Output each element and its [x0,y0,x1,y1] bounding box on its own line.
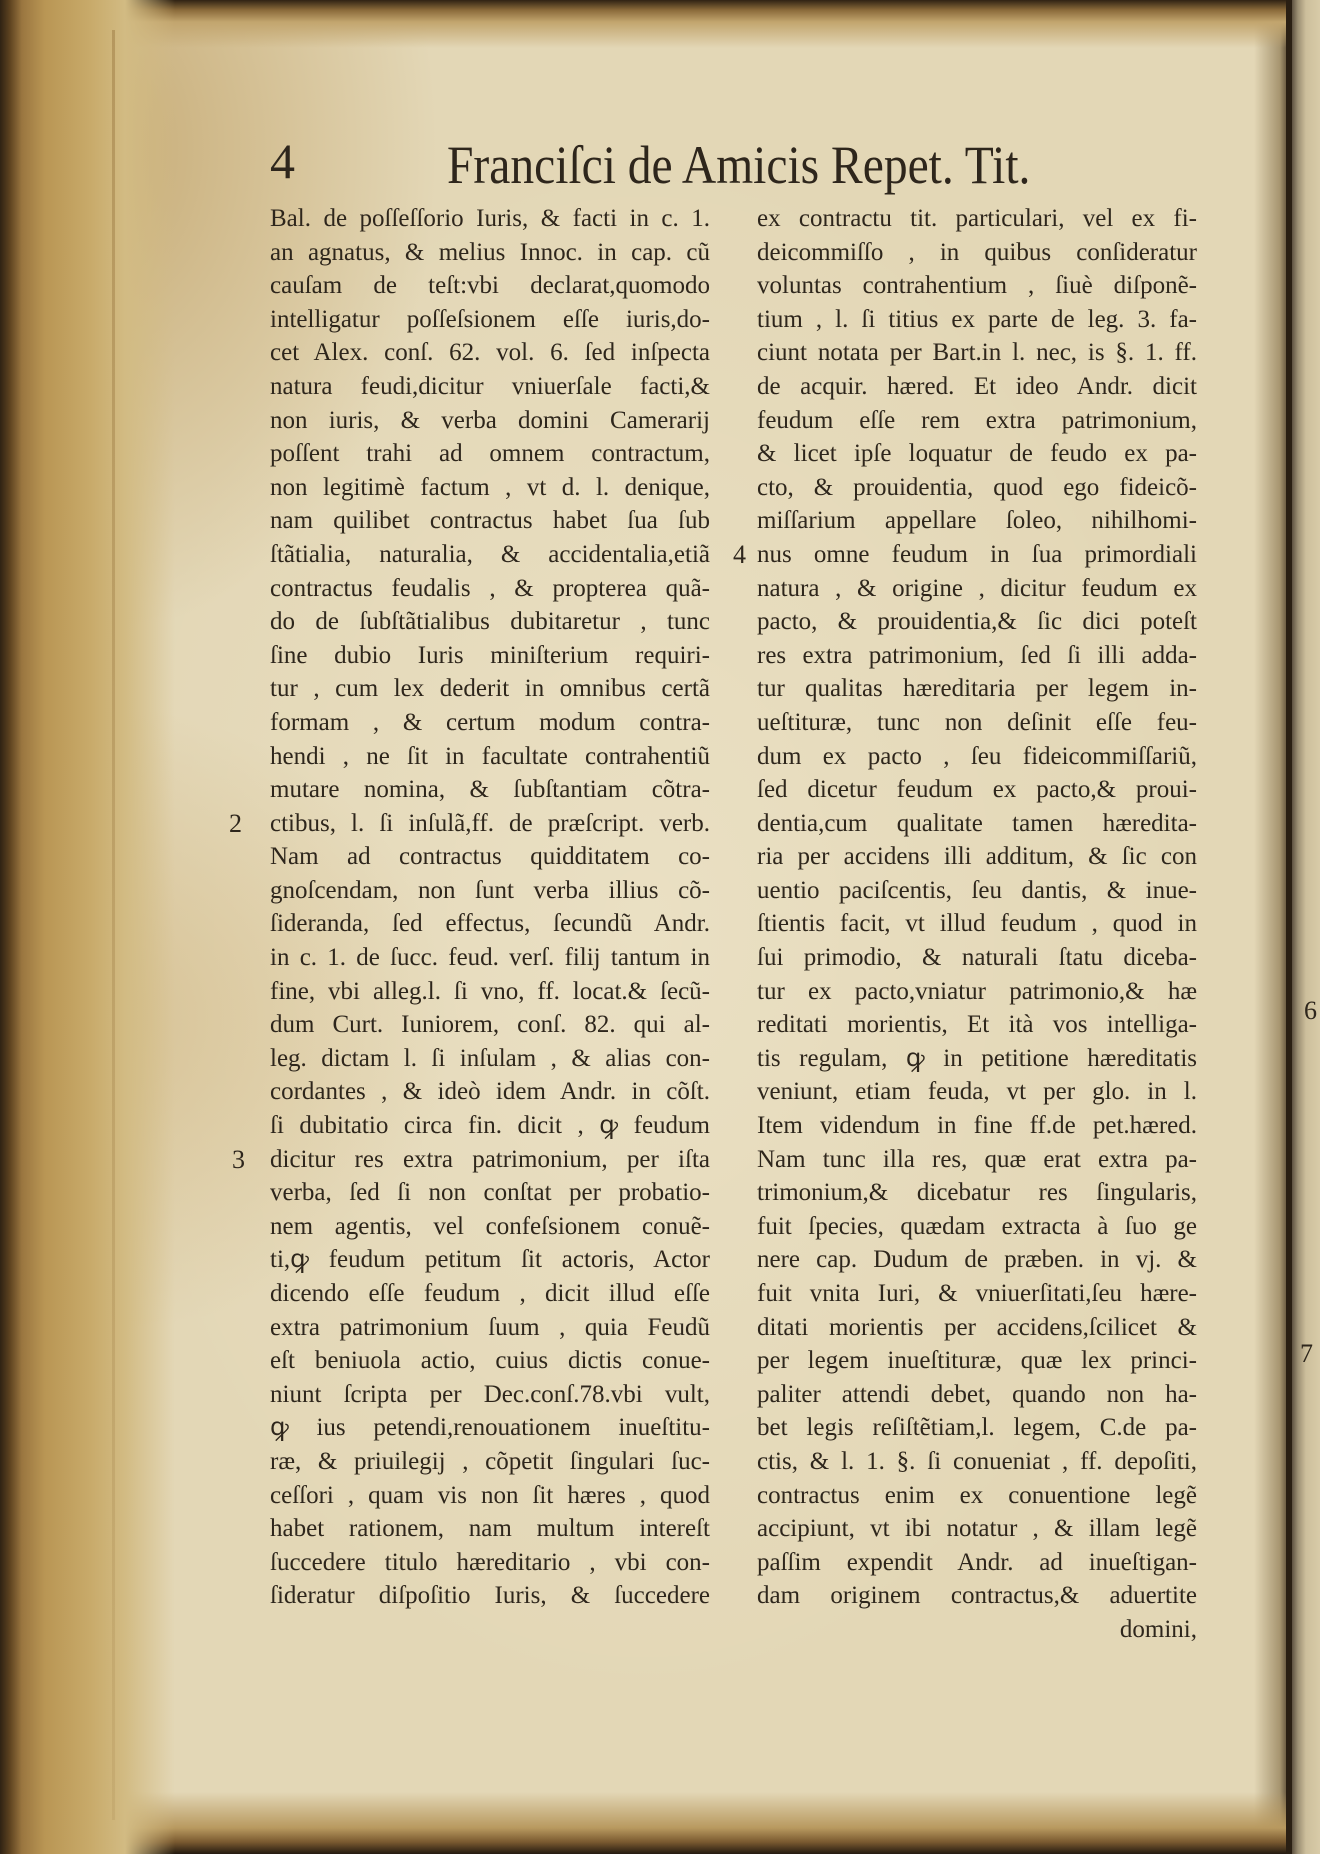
text-line: ſideranda, ſed effectus, ſecundũ Andr. [270,910,710,938]
text-line: dum ex pacto , ſeu fideicommiſſariũ, [757,742,1197,770]
text-line: mutare nomina, & ſubſtantiam cõtra- [270,776,710,804]
text-line: tur ex pacto,vniatur patrimonio,& hæ [757,977,1197,1005]
text-line: ſideratur diſpoſitio Iuris, & ſuccedere [270,1582,710,1610]
next-page-marginal-number: 7 [1300,1339,1313,1368]
next-page-marginal-number: 6 [1304,996,1317,1025]
text-line: gnoſcendam, non ſunt verba illius cõ- [270,876,710,904]
text-line: ria per accidens illi additum, & ſic con [757,843,1197,871]
text-line: intelligatur poſſeſsionem eſſe iuris,do- [270,305,710,333]
text-line: deicommiſſo , in quibus conſideratur [757,238,1197,266]
text-line: ti,ꝙ feudum petitum ſit actoris, Actor [270,1246,710,1274]
text-line: ſed dicetur feudum ex pacto,& proui- [757,776,1197,804]
text-line: ditati morientis per accidens,ſcilicet & [757,1313,1197,1341]
text-line: tis regulam, ꝙ in petitione hæreditatis [757,1044,1197,1072]
text-line: verba, ſed ſi non conſtat per probatio- [270,1179,710,1207]
text-line: tium , l. ſi titius ex parte de leg. 3. fa- [757,305,1197,333]
text-line: voluntas contrahentium , ſiuè diſponẽ- [757,272,1197,300]
text-line: natura , & origine , dicitur feudum ex [757,574,1197,602]
text-line: paſſim expendit Andr. ad inueſtigan- [757,1548,1197,1576]
text-line: reditati morientis, Et ità vos intelliga- [757,1011,1197,1039]
text-line: feudum eſſe rem extra patrimonium, [757,406,1197,434]
text-line: ſi dubitatio circa fin. dicit , ꝙ feudum [270,1112,710,1140]
text-line: natura feudi,dicitur vniuerſale facti,& [270,372,710,400]
text-line: dum Curt. Iuniorem, conſ. 82. qui al- [270,1011,710,1039]
text-line: eſt beniuola actio, cuius dictis conue- [270,1347,710,1375]
text-line: dam originem contractus,& aduertite [757,1582,1197,1610]
text-line: per legem inueſtituræ, quæ lex princi- [757,1347,1197,1375]
text-line: extra patrimonium ſuum , quia Feudũ [270,1313,710,1341]
text-line: bet legis reſiſtẽtiam,l. legem, C.de pa- [757,1414,1197,1442]
marginal-note-number: 2 [229,808,242,838]
text-line: formam , & certum modum contra- [270,708,710,736]
text-line: dicitur res extra patrimonium, per iſta [270,1145,710,1173]
text-line: ex contractu tit. particulari, vel ex fi- [757,205,1197,232]
text-line: fuit ſpecies, quædam extracta à ſuo ge [757,1212,1197,1240]
text-line: Nam tunc illa res, quæ erat extra pa- [757,1145,1197,1173]
text-line: ſuccedere titulo hæreditario , vbi con- [270,1548,710,1576]
text-line: & licet ipſe loquatur de feudo ex pa- [757,440,1197,468]
catchword: domini, [1119,1615,1197,1643]
running-head: Franciſci de Amicis Repet. Tit. [447,135,1031,195]
text-line: contractus enim ex conuentione legẽ [757,1481,1197,1509]
text-line: ſtientis facit, vt illud feudum , quod in [757,910,1197,938]
text-line: fine, vbi alleg.l. ſi vno, ff. locat.& ſecũ- [270,977,710,1005]
text-line: ſui primodio, & naturali ſtatu diceba- [757,944,1197,972]
text-line: nus omne feudum in ſua primordiali [757,540,1197,568]
page-stain [112,30,115,1820]
left-text-column [270,202,710,1613]
text-line: miſſarium appellare ſoleo, nihilhomi- [757,507,1197,535]
text-line: cauſam de teſt:vbi declarat,quomodo [270,272,710,300]
text-line: nam quilibet contractus habet ſua ſub [270,507,710,535]
text-line: ctis, & l. 1. §. ſi conueniat , ff. depoſiti, [757,1447,1197,1475]
text-line: Item videndum in fine ff.de pet.hæred. [757,1112,1197,1140]
marginal-note-number: 4 [733,540,746,569]
text-line: ctibus, l. ſi inſulã,ff. de præſcript. verb. [270,809,710,837]
text-line: cto, & prouidentia, quod ego fideicõ- [757,473,1197,501]
text-line: dicendo eſſe feudum , dicit illud eſſe [270,1280,710,1307]
text-line: Nam ad contractus quidditatem co- [270,843,710,871]
text-line: habet rationem, nam multum intereſt [270,1515,710,1543]
text-line: cordantes , & ideò idem Andr. in cõſt. [270,1078,710,1106]
text-line: hendi , ne ſit in facultate contrahentiũ [270,742,710,770]
text-line: tur qualitas hæreditaria per legem in- [757,675,1197,703]
text-line: poſſent trahi ad omnem contractum, [270,440,710,468]
text-line: leg. dictam l. ſi inſulam , & alias con- [270,1044,710,1072]
text-line: ceſſori , quam vis non ſit hæres , quod [270,1481,710,1509]
text-line: ueſtituræ, tunc non deſinit eſſe feu- [757,708,1197,736]
text-line: Bal. de poſſeſſorio Iuris, & facti in c. 1. [270,205,710,232]
next-page-edge [1292,0,1320,1854]
text-line: non iuris, & verba domini Camerarij [270,406,710,434]
text-line: an agnatus, & melius Innoc. in cap. cũ [270,238,710,266]
text-line: ciunt notata per Bart.in l. nec, is §. 1. ff. [757,339,1197,367]
text-line: ſtãtialia, naturalia, & accidentalia,etiã [270,540,710,568]
text-line: tur , cum lex dederit in omnibus certã [270,675,710,703]
page-number: 4 [270,133,295,189]
right-text-column [757,202,1197,1647]
text-line: res extra patrimonium, ſed ſi illi adda- [757,641,1197,669]
text-line: uentio paciſcentis, ſeu dantis, & inue- [757,876,1197,904]
text-line: in c. 1. de ſucc. feud. verſ. filij tantum in [270,944,710,972]
text-line: nere cap. Dudum de præben. in vj. & [757,1246,1197,1274]
text-line: paliter attendi debet, quando non ha- [757,1380,1197,1408]
text-line: contractus feudalis , & propterea quã- [270,574,710,602]
text-line: nem agentis, vel confeſsionem conuẽ- [270,1212,710,1240]
text-line: cet Alex. conſ. 62. vol. 6. ſed inſpecta [270,339,710,367]
text-line: de acquir. hæred. Et ideo Andr. dicit [757,372,1197,400]
text-line: veniunt, etiam feuda, vt per glo. in l. [757,1078,1197,1106]
text-line: ſine dubio Iuris miniſterium requiri- [270,641,710,669]
text-line: dentia,cum qualitate tamen hæredita- [757,809,1197,837]
text-line: pacto, & prouidentia,& ſic dici poteſt [757,608,1197,636]
text-line: trimonium,& dicebatur res ſingularis, [757,1179,1197,1207]
marginal-note-number: 3 [232,1144,245,1174]
text-line: ꝙ ius petendi,renouationem inueſtitu- [270,1414,710,1442]
text-line: fuit vnita Iuri, & vniuerſitati,ſeu hære- [757,1280,1197,1307]
text-line: niunt ſcripta per Dec.conſ.78.vbi vult, [270,1380,710,1408]
text-line: do de ſubſtãtialibus dubitaretur , tunc [270,608,710,636]
text-line: ræ, & priuilegij , cõpetit ſingulari ſuc- [270,1447,710,1475]
text-line: non legitimè factum , vt d. l. denique, [270,473,710,501]
text-line: accipiunt, vt ibi notatur , & illam legẽ [757,1515,1197,1543]
